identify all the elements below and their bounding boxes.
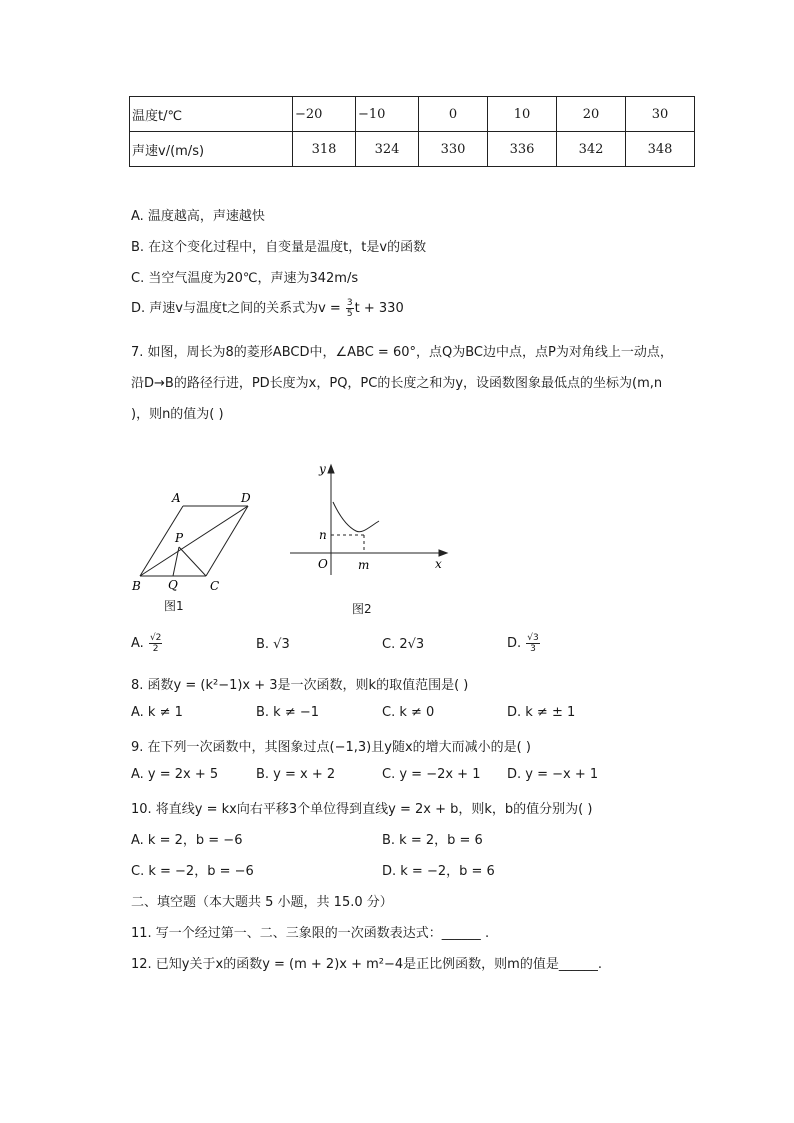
fraction-denominator: 3: [530, 644, 536, 654]
q6-option-d-suffix: t + 330: [354, 301, 404, 316]
q8-option-c: C. k ≠ 0: [382, 705, 435, 720]
q6-option-c: C. 当空气温度为20℃，声速为342m/s: [131, 271, 359, 286]
speed-cell: 324: [356, 132, 419, 167]
q10-stem: 10. 将直线y = kx向右平移3个单位得到直线y = 2x + b，则k，b的值分别为( ): [131, 802, 593, 817]
diagonal-db: [140, 506, 248, 576]
q9-stem: 9. 在下列一次函数中，其图象过点(−1,3)且y随x的增大而减小的是( ): [131, 740, 531, 755]
label-y: y: [319, 462, 326, 476]
table-row: [130, 132, 695, 167]
q9-option-d: D. y = −x + 1: [507, 767, 599, 782]
fraction-numerator: √2: [149, 633, 162, 643]
q10-option-b: B. k = 2，b = 6: [382, 833, 483, 848]
fraction: [526, 633, 539, 654]
q11-stem: 11. 写一个经过第一、二、三象限的一次函数表达式：______ .: [131, 926, 490, 941]
table-header-speed: 声速v/(m/s): [130, 132, 293, 167]
speed-cell: 342: [557, 132, 626, 167]
temp-cell: −10: [356, 97, 419, 132]
q9-option-a: A. y = 2x + 5: [131, 767, 219, 782]
label-a: A: [172, 491, 181, 505]
label-b: B: [132, 579, 141, 593]
q10-option-c: C. k = −2，b = −6: [131, 864, 254, 879]
fraction-numerator: √3: [527, 633, 539, 643]
q6-option-b: B. 在这个变化过程中，自变量是温度t，t是v的函数: [131, 240, 427, 255]
q7-stem-line1: 7. 如图，周长为8的菱形ABCD中，∠ABC = 60°，点Q为BC边中点，点P为对角线上一动点，: [131, 345, 673, 360]
temp-cell: −20: [293, 97, 356, 132]
label-m: m: [358, 558, 370, 572]
q7-stem-line3: )，则n的值为( ): [131, 407, 224, 422]
q6-option-d: [131, 297, 404, 319]
temp-cell: 30: [626, 97, 695, 132]
label-q: Q: [168, 578, 178, 592]
speed-cell: 330: [419, 132, 488, 167]
side-dc: [206, 506, 248, 576]
temperature-speed-table: [129, 96, 695, 167]
q7-option-a: [131, 633, 163, 654]
fraction: [149, 633, 162, 654]
label-d: D: [241, 491, 251, 505]
fraction-denominator: 5: [346, 309, 353, 319]
segment-pc: [179, 547, 206, 576]
q8-stem: 8. 函数y = (k²−1)x + 3是一次函数，则k的取值范围是( ): [131, 678, 469, 693]
figure1-caption: 图1: [164, 599, 184, 613]
y-axis-arrow: [328, 465, 334, 473]
q7-option-a-label: A.: [131, 636, 144, 651]
speed-cell: 318: [293, 132, 356, 167]
fraction: [346, 298, 354, 319]
label-c: C: [210, 579, 220, 593]
q7-option-c: C. 2√3: [382, 637, 425, 652]
figure-graph: [282, 455, 462, 585]
q9-option-b: B. y = x + 2: [256, 767, 336, 782]
table-row: [130, 97, 695, 132]
q8-option-d: D. k ≠ ± 1: [507, 705, 576, 720]
function-curve: [333, 502, 379, 532]
q10-option-d: D. k = −2，b = 6: [382, 864, 495, 879]
q7-option-d: [507, 633, 541, 654]
temp-cell: 10: [488, 97, 557, 132]
temp-cell: 20: [557, 97, 626, 132]
speed-cell: 336: [488, 132, 557, 167]
label-x: x: [435, 557, 442, 571]
figure-rhombus: [125, 480, 265, 620]
fraction-numerator: 3: [346, 298, 353, 308]
x-axis-arrow: [439, 550, 447, 556]
q8-option-b: B. k ≠ −1: [256, 705, 320, 720]
label-p: P: [175, 531, 184, 545]
table-header-temp: 温度t/℃: [130, 97, 293, 132]
figure2-caption: 图2: [352, 602, 372, 616]
temp-cell: 0: [419, 97, 488, 132]
label-n: n: [319, 528, 327, 542]
q7-option-d-label: D.: [507, 636, 522, 651]
section-heading: 二、填空题（本大题共 5 小题，共 15.0 分）: [131, 895, 393, 910]
label-o: O: [318, 557, 328, 571]
fraction-denominator: 2: [152, 644, 159, 654]
q6-option-a: A. 温度越高，声速越快: [131, 209, 265, 224]
q10-option-a: A. k = 2，b = −6: [131, 833, 243, 848]
segment-pq: [173, 547, 179, 576]
speed-cell: 348: [626, 132, 695, 167]
q12-stem: 12. 已知y关于x的函数y = (m + 2)x + m²−4是正比例函数，则m的值是______.: [131, 957, 602, 972]
q8-option-a: A. k ≠ 1: [131, 705, 183, 720]
q6-option-d-prefix: D. 声速v与温度t之间的关系式为v =: [131, 301, 345, 316]
q7-stem-line2: 沿D→B的路径行进，PD长度为x，PQ，PC的长度之和为y，设函数图象最低点的坐标为(m,n: [131, 376, 663, 391]
q7-option-b: B. √3: [256, 637, 290, 652]
q9-option-c: C. y = −2x + 1: [382, 767, 481, 782]
